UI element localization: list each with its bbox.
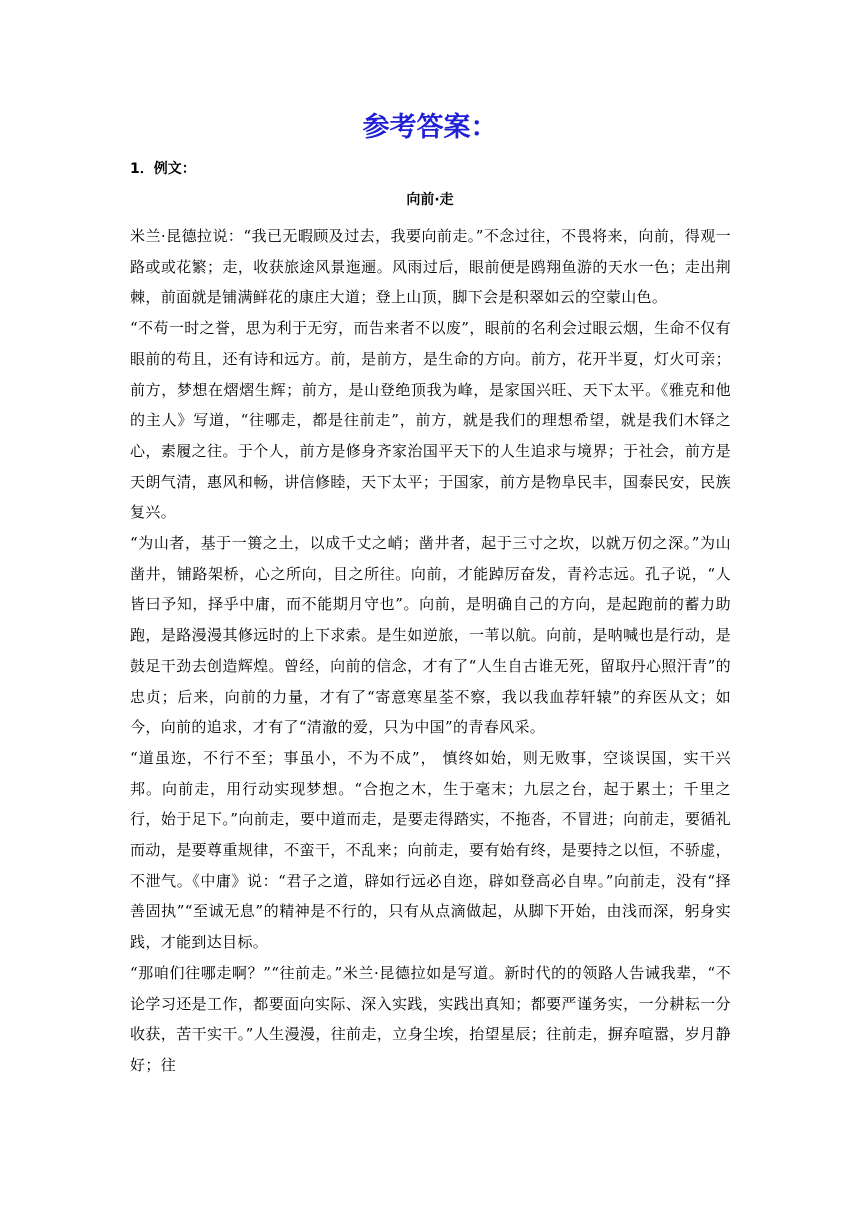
essay-paragraph: 米兰·昆德拉说：“我已无暇顾及过去，我要向前走。”不念过往，不畏将来，向前，得观一路或或花繁；走，收获旅途风景迤逦。风雨过后，眼前便是鸥翔鱼游的天水一色；走出荆棘，前面就是铺满鲜花的康庄大道；登上山顶，脚下会是积翠如云的空蒙山色。 (130, 227, 731, 307)
essay-paragraph: “为山者，基于一篑之土，以成千丈之峭；凿井者，起于三寸之坎，以就万仞之深。”为山凿井，铺路架桥，心之所向，目之所往。向前，才能踔厉奋发，青衿志远。孔子说，“人皆曰予知，择乎中庸，而不能期月守也”。向前，是明确自己的方向，是起跑前的蓄力助跑，是路漫漫其修远时的上下求索。是生如逆旅，一苇以航。向前，是呐喊也是行动，是鼓足干劲去创造辉煌。曾经，向前的信念，才有了“人生自古谁无死，留取丹心照汗青”的忠贞；后来，向前的力量，才有了“寄意寒星荃不察，我以我血荐轩辕”的弃医从文；如今，向前的追求，才有了“清澈的爱，只为中国”的青春风采。 (130, 534, 731, 737)
essay-body (130, 221, 731, 1101)
essay-paragraph: “那咱们往哪走啊？”“往前走。”米兰·昆德拉如是写道。新时代的的领路人告诫我辈，“不论学习还是工作，都要面向实际、深入实践，实践出真知；都要严谨务实，一分耕耘一分收获，苦干实干。”人生漫漫，往前走，立身尘埃，抬望星辰；往前走，摒弃喧嚣，岁月静好；往 (130, 963, 731, 1074)
answer-heading: 参考答案： (362, 112, 498, 143)
essay-paragraph: “道虽迩，不行不至；事虽小，不为不成”， 慎终如始，则无败事，空谈误国，实干兴邦。向前走，用行动实现梦想。“合抱之木，生于毫末；九层之台，起于累土；千里之行，始于足下。”向前走，要中道而走，是要走得踏实，不拖沓，不冒进；向前走，要循礼而动，是要尊重规律，不蛮干，不乱来；向前走，要有始有终，是要持之以恒，不骄虚，不泄气。《中庸》说：“君子之道，辟如行远必自迩，辟如登高必自卑。”向前走，没有“择善固执”“至诚无息”的精神是不行的，只有从点滴做起，从脚下开始，由浅而深，躬身实践，才能到达目标。 (130, 748, 731, 952)
question-number-label: 1．例文： (130, 161, 196, 177)
essay-paragraph: “不苟一时之誉，思为利于无穷，而告来者不以废”，眼前的名利会过眼云烟，生命不仅有眼前的苟且，还有诗和远方。前，是前方，是生命的方向。前方，花开半夏，灯火可亲；前方，梦想在熠熠生辉；前方，是山登绝顶我为峰，是家国兴旺、天下太平。《雅克和他的主人》写道，“往哪走，都是往前走”，前方，就是我们的理想希望，就是我们木铎之心，素履之往。于个人，前方是修身齐家治国平天下的人生追求与境界；于社会，前方是天朗气清，惠风和畅，讲信修睦，天下太平；于国家，前方是物阜民丰，国泰民安，民族复兴。 (130, 319, 731, 522)
essay-title: 向前·走 (406, 192, 454, 208)
